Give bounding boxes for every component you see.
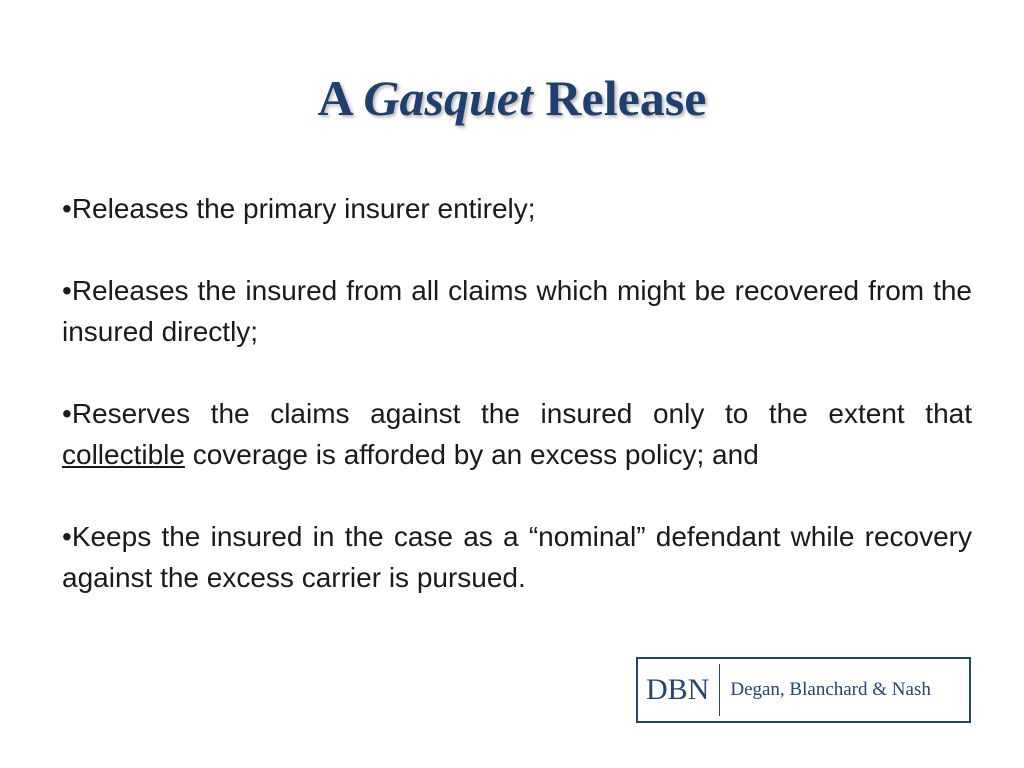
- bullet-underlined-word: collectible: [62, 439, 185, 470]
- bullet-text-after: coverage is afforded by an excess policy; and: [184, 439, 759, 470]
- bullet-marker: •: [62, 193, 72, 224]
- bullet-item-2: [62, 270, 972, 352]
- bullet-marker: •: [62, 521, 72, 552]
- slide-title: [0, 68, 1024, 128]
- title-part-italic: Gasquet: [363, 70, 533, 126]
- logo-firm-name: Degan, Blanchard & Nash: [730, 679, 931, 700]
- bullet-item-1: [62, 188, 972, 229]
- bullet-marker: •: [62, 275, 72, 306]
- bullet-text: Keeps the insured in the case as a “nominal” defendant while recovery against the excess carrier is pursued.: [62, 521, 972, 593]
- title-part-3: Release: [532, 70, 707, 126]
- bullet-text: Releases the insured from all claims which might be recovered from the insured directly;: [62, 275, 972, 347]
- bullet-marker: •: [62, 398, 72, 429]
- bullet-text: Releases the primary insurer entirely;: [71, 193, 536, 224]
- logo-mark: DBN: [646, 673, 710, 706]
- bullet-item-3: [62, 393, 972, 475]
- bullet-text-before: Reserves the claims against the insured only to the extent that: [71, 398, 972, 429]
- firm-logo: [636, 657, 971, 723]
- bullet-list: [62, 188, 972, 598]
- bullet-item-4: [62, 516, 972, 598]
- title-part-1: A: [317, 70, 364, 126]
